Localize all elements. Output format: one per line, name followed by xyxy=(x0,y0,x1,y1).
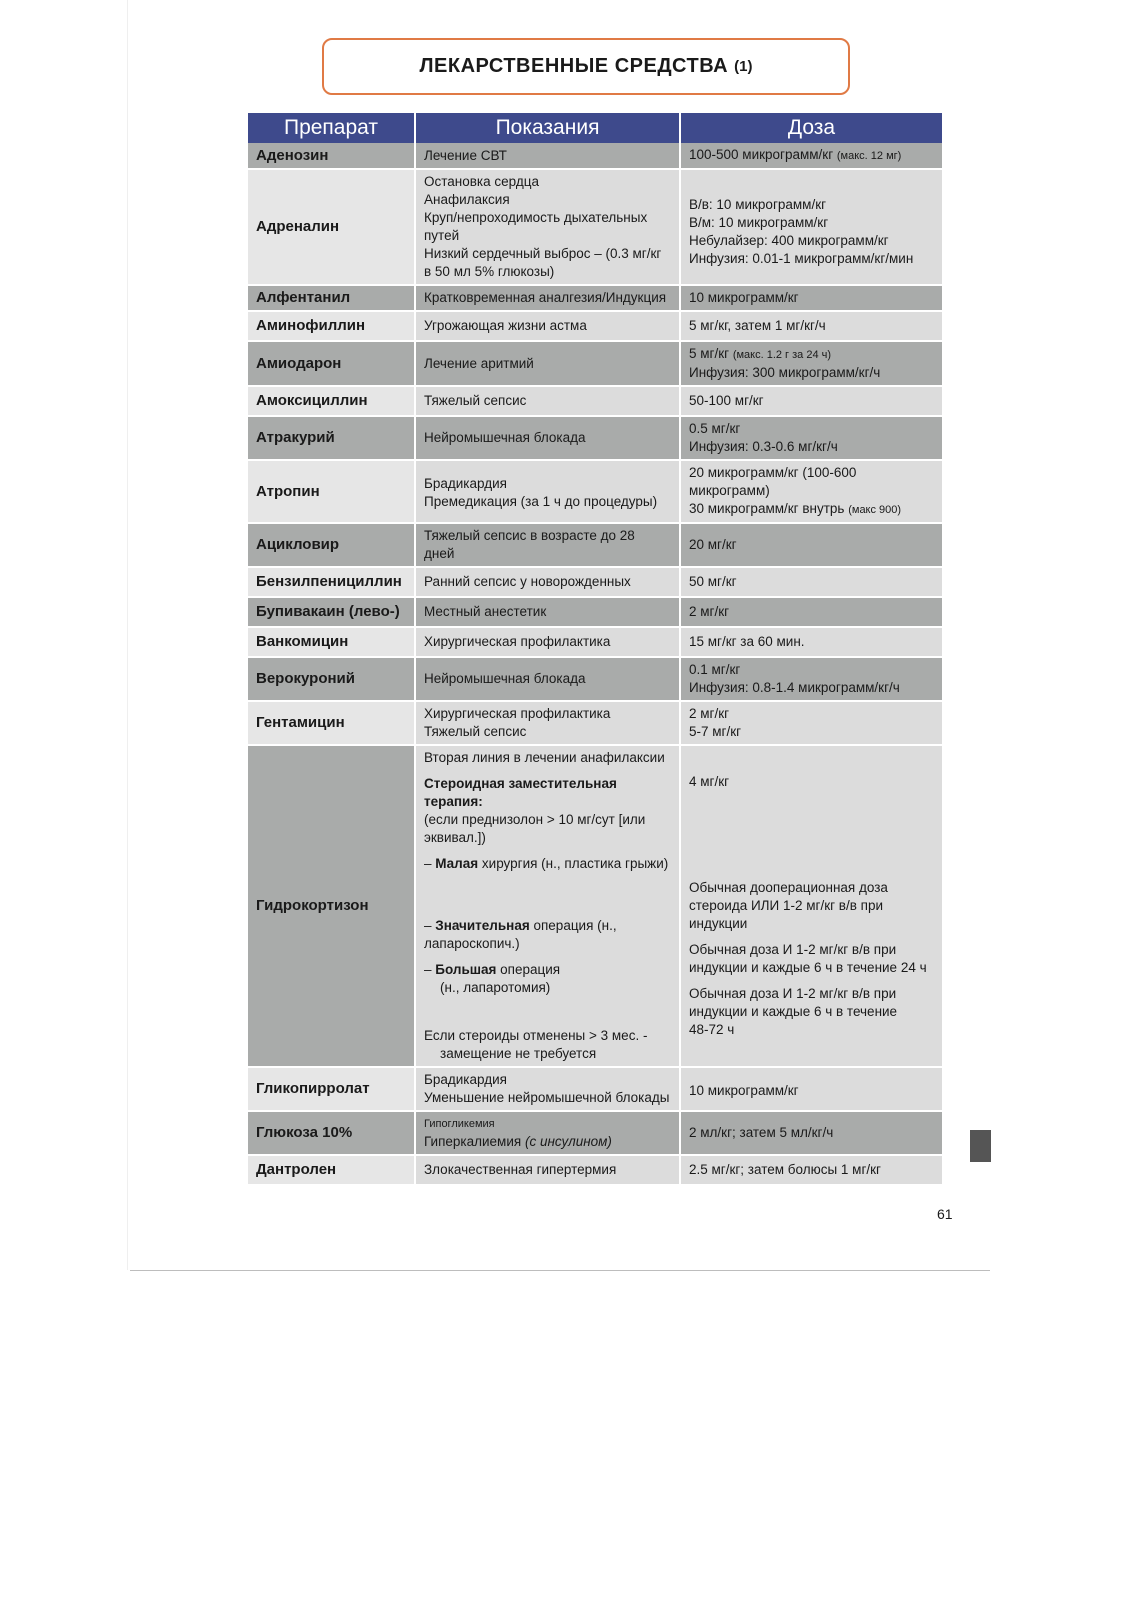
indication-cell xyxy=(416,658,681,702)
table-row xyxy=(248,702,942,746)
dose-cell xyxy=(681,702,942,746)
dose-cell xyxy=(681,461,942,524)
indication-line-big xyxy=(424,961,673,979)
indication-cell xyxy=(416,417,681,461)
dose-line: 2.5 мг/кг; затем болюсы 1 мг/кг xyxy=(689,1162,881,1177)
table-row xyxy=(248,387,942,417)
indication-line: замещение не требуется xyxy=(440,1046,597,1061)
dose-cell xyxy=(681,658,942,702)
dose-line: стероида ИЛИ 1-2 мг/кг в/в при xyxy=(689,898,884,913)
page-title-suffix: (1) xyxy=(734,58,753,75)
indication-line: Вторая линия в лечении анафилаксии xyxy=(424,750,665,765)
indication-line: Нейромышечная блокада xyxy=(424,430,586,445)
dose-line: 4 мг/кг xyxy=(689,774,730,789)
indication-line: Брадикардия xyxy=(424,1072,507,1087)
dose-cell xyxy=(681,568,942,598)
table-row xyxy=(248,286,942,312)
indication-cell xyxy=(416,387,681,417)
dose-line: 20 микрограмм/кг (100-600 xyxy=(689,465,857,480)
indication-line: Ранний сепсис у новорожденных xyxy=(424,574,631,589)
drug-name: Ванкомицин xyxy=(248,628,416,658)
indication-line: Хирургическая профилактика xyxy=(424,706,611,721)
indication-heading: терапия: xyxy=(424,794,483,809)
table-row xyxy=(248,143,942,170)
dose-line: В/м: 10 микрограмм/кг xyxy=(689,214,829,230)
indication-line: путей xyxy=(424,228,460,243)
section-tab-marker xyxy=(970,1130,991,1162)
dose-cell xyxy=(681,1068,942,1112)
dose-note: (макс. 1.2 г за 24 ч) xyxy=(732,349,832,361)
page-title-box xyxy=(322,38,850,95)
column-header-drug: Препарат xyxy=(248,113,416,143)
drug-name: Бензилпенициллин xyxy=(248,568,416,598)
page-bottom-rule xyxy=(130,1270,990,1271)
drug-name: Атропин xyxy=(248,461,416,524)
indication-line: Хирургическая профилактика xyxy=(424,634,611,649)
indication-cell xyxy=(416,1112,681,1156)
drug-name: Глюкоза 10% xyxy=(248,1112,416,1156)
dose-cell xyxy=(681,417,942,461)
dose-line: 2 мг/кг xyxy=(689,604,730,619)
dose-line: микрограмм) xyxy=(689,483,770,498)
drug-name: Алфентанил xyxy=(248,286,416,312)
drug-name: Аденозин xyxy=(248,143,416,170)
indication-line: Низкий сердечный выброс – (0.3 мг/кг xyxy=(424,246,662,261)
indication-text: операция xyxy=(496,962,561,977)
dash: – xyxy=(424,856,436,871)
dose-line: 100-500 микрограмм/кг xyxy=(689,147,834,162)
indication-cell xyxy=(416,568,681,598)
drug-name: Амиодарон xyxy=(248,342,416,387)
dose-line: 48-72 ч xyxy=(689,1022,735,1037)
dose-note: (макс. 12 мг) xyxy=(836,150,902,162)
indication-line: Если стероиды отменены > 3 мес. - xyxy=(424,1028,648,1043)
indication-cell xyxy=(416,598,681,628)
indication-cell xyxy=(416,342,681,387)
dose-line: В/в: 10 микрограмм/кг xyxy=(689,196,827,212)
dose-line: 10 микрограмм/кг xyxy=(689,1082,799,1098)
dose-line: Обычная доза И 1-2 мг/кг в/в при xyxy=(689,986,897,1001)
dose-line: 5-7 мг/кг xyxy=(689,724,742,739)
table-row xyxy=(248,461,942,524)
indication-line: Угрожающая жизни астма xyxy=(424,318,587,333)
indication-line: Анафилаксия xyxy=(424,192,510,207)
dose-line: 10 микрограмм/кг xyxy=(689,290,799,305)
indication-line: Лечение аритмий xyxy=(424,355,534,371)
indication-line: Премедикация (за 1 ч до процедуры) xyxy=(424,494,658,509)
indication-text: операция (н., xyxy=(529,918,617,933)
indication-line: Остановка сердца xyxy=(424,174,539,189)
indication-cell xyxy=(416,170,681,286)
indication-line-minor xyxy=(424,855,673,873)
drug-name: Бупивакаин (лево-) xyxy=(248,598,416,628)
indication-line: Уменьшение нейромышечной блокады xyxy=(424,1090,670,1105)
indication-line: Гипогликемия xyxy=(424,1118,495,1130)
drug-name: Адреналин xyxy=(248,170,416,286)
dose-line: 20 мг/кг xyxy=(689,537,737,552)
indication-line: в 50 мл 5% глюкозы) xyxy=(424,264,555,279)
dose-line: Обычная доза И 1-2 мг/кг в/в при xyxy=(689,942,897,957)
drug-name: Верокуроний xyxy=(248,658,416,702)
indication-line: Тяжелый сепсис xyxy=(424,393,527,408)
indication-cell xyxy=(416,628,681,658)
dose-cell xyxy=(681,387,942,417)
indication-line-major xyxy=(424,917,673,935)
indication-line: (если преднизолон > 10 мг/сут [или xyxy=(424,812,646,827)
dose-cell xyxy=(681,628,942,658)
table-row xyxy=(248,628,942,658)
drug-name: Ацикловир xyxy=(248,524,416,568)
dose-cell xyxy=(681,286,942,312)
dose-line: 2 мл/кг; затем 5 мл/кг/ч xyxy=(689,1125,834,1140)
table-row xyxy=(248,417,942,461)
indication-line: Брадикардия xyxy=(424,476,507,491)
indication-line: дней xyxy=(424,546,455,561)
table-row xyxy=(248,746,942,1068)
dash: – xyxy=(424,918,436,933)
indication-line: эквивал.]) xyxy=(424,830,486,845)
indication-line: Местный анестетик xyxy=(424,604,547,619)
dose-cell xyxy=(681,312,942,342)
indication-cell xyxy=(416,702,681,746)
dose-cell xyxy=(681,524,942,568)
table-row xyxy=(248,524,942,568)
column-header-indications: Показания xyxy=(416,113,681,143)
drug-name: Гентамицин xyxy=(248,702,416,746)
table-row xyxy=(248,170,942,286)
table-row xyxy=(248,568,942,598)
table-row xyxy=(248,1068,942,1112)
indication-cell xyxy=(416,286,681,312)
dose-line: индукции и каждые 6 ч в течение xyxy=(689,1004,898,1019)
dose-cell xyxy=(681,170,942,286)
drug-name: Амоксициллин xyxy=(248,387,416,417)
table-row xyxy=(248,1156,942,1186)
indication-line: Лечение СВТ xyxy=(424,147,507,163)
dose-cell xyxy=(681,143,942,170)
dose-line: 5 мг/кг, затем 1 мг/кг/ч xyxy=(689,318,826,333)
table-row xyxy=(248,658,942,702)
indication-line: Кратковременная аналгезия/Индукция xyxy=(424,290,667,305)
dose-line: Обычная дооперационная доза xyxy=(689,880,888,895)
indication-cell xyxy=(416,524,681,568)
dose-line: 2 мг/кг xyxy=(689,706,730,721)
indication-italic: (с инсулином) xyxy=(524,1134,612,1149)
table-row xyxy=(248,312,942,342)
dose-line: 15 мг/кг за 60 мин. xyxy=(689,634,805,649)
indication-bold: Малая xyxy=(435,856,479,871)
dose-line: Небулайзер: 400 микрограмм/кг xyxy=(689,232,889,248)
drug-name: Гликопирролат xyxy=(248,1068,416,1112)
drug-name: Дантролен xyxy=(248,1156,416,1186)
dose-line: индукции и каждые 6 ч в течение 24 ч xyxy=(689,960,927,975)
indication-line: Злокачественная гипертермия xyxy=(424,1162,617,1177)
indication-bold: Большая xyxy=(435,962,497,977)
table-header-row xyxy=(248,113,942,143)
dose-line: индукции xyxy=(689,916,748,931)
dose-line: Инфузия: 300 микрограмм/кг/ч xyxy=(689,365,881,380)
dose-line: Инфузия: 0.01-1 микрограмм/кг/мин xyxy=(689,250,914,266)
indication-cell xyxy=(416,746,681,1068)
indication-cell xyxy=(416,1156,681,1186)
dose-note: (макс 900) xyxy=(848,504,902,516)
drug-name: Аминофиллин xyxy=(248,312,416,342)
dose-cell xyxy=(681,1156,942,1186)
indication-line: Тяжелый сепсис xyxy=(424,724,527,739)
dose-line: 50 мг/кг xyxy=(689,574,737,589)
dose-cell xyxy=(681,1112,942,1156)
indication-cell xyxy=(416,312,681,342)
dose-cell xyxy=(681,746,942,1068)
indication-bold: Значительная xyxy=(435,918,530,933)
dose-line: Инфузия: 0.8-1.4 микрограмм/кг/ч xyxy=(689,680,900,695)
indication-text: Гиперкалиемия xyxy=(424,1134,525,1149)
indication-line-group xyxy=(424,1133,673,1151)
indication-line: лапароскопич.) xyxy=(424,936,520,951)
indication-cell xyxy=(416,143,681,170)
dose-cell xyxy=(681,342,942,387)
dose-line: 5 мг/кг xyxy=(689,346,730,361)
dash: – xyxy=(424,962,436,977)
page-title: ЛЕКАРСТВЕННЫЕ СРЕДСТВА xyxy=(419,55,729,77)
indication-text: хирургия (н., пластика грыжи) xyxy=(478,856,669,871)
table-row xyxy=(248,342,942,387)
dose-line: 50-100 мг/кг xyxy=(689,393,764,408)
dose-line-group xyxy=(689,345,936,364)
dose-line: 0.5 мг/кг xyxy=(689,421,741,436)
indication-line: (н., лапаротомия) xyxy=(440,980,551,995)
indication-line: Круп/непроходимость дыхательных xyxy=(424,210,648,225)
table-row xyxy=(248,1112,942,1156)
dose-cell xyxy=(681,598,942,628)
drug-name: Гидрокортизон xyxy=(248,746,416,1068)
indication-cell xyxy=(416,1068,681,1112)
dose-line: 30 микрограмм/кг внутрь xyxy=(689,501,845,516)
page-number: 61 xyxy=(937,1206,953,1222)
table-row xyxy=(248,598,942,628)
indication-cell xyxy=(416,461,681,524)
indication-line: Тяжелый сепсис в возрасте до 28 xyxy=(424,528,635,543)
column-header-dose: Доза xyxy=(681,113,942,143)
dose-line-group xyxy=(689,500,936,519)
indication-heading: Стероидная заместительная xyxy=(424,776,617,791)
dose-line: 0.1 мг/кг xyxy=(689,662,741,677)
drugs-table xyxy=(248,113,942,1186)
drug-name: Атракурий xyxy=(248,417,416,461)
dose-line: Инфузия: 0.3-0.6 мг/кг/ч xyxy=(689,439,838,454)
page-edge-shadow xyxy=(127,0,128,1270)
indication-line: Нейромышечная блокада xyxy=(424,671,586,686)
